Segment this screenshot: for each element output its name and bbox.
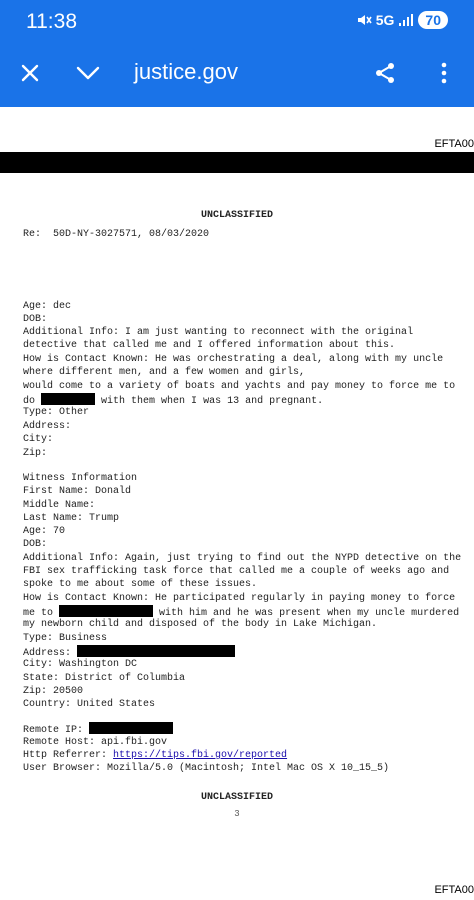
contact-known-line: How is Contact Known: He was orchestrating a deal, along with my uncle: [23, 354, 444, 365]
text-fragment: Http Referrer:: [23, 750, 108, 761]
redaction-block: [59, 605, 153, 617]
more-vert-icon: [440, 62, 448, 84]
page-number: 3: [234, 809, 240, 819]
status-time: 11:38: [26, 10, 77, 33]
additional-info-line: detective that called me and I offered information about this.: [23, 340, 396, 351]
browser-app-bar: [0, 0, 474, 107]
field-address: Address:: [23, 421, 72, 432]
field-type: Type: Other: [23, 407, 90, 418]
contact-known-line: my newborn child and disposed of the body in Lake Michigan.: [23, 619, 378, 630]
field-first-name: First Name: Donald: [23, 486, 132, 497]
text-fragment: Remote IP:: [23, 725, 84, 736]
close-button[interactable]: [10, 53, 50, 93]
additional-info-line: FBI sex trafficking task force that called me a couple of weeks ago and: [23, 566, 450, 577]
reference-line: Re: 50D-NY-3027571, 08/03/2020: [23, 229, 210, 240]
contact-known-line: How is Contact Known: He participated regularly in paying money to force: [23, 593, 456, 604]
share-icon: [373, 61, 397, 85]
classification-bottom: UNCLASSIFIED: [200, 792, 273, 803]
classification-top: UNCLASSIFIED: [200, 210, 273, 221]
page-label-top: EFTA00: [434, 138, 474, 150]
contact-known-line: would come to a variety of boats and yachts and pay money to force me to: [23, 381, 456, 392]
more-options-button[interactable]: [424, 53, 464, 93]
text-fragment: with them when I was 13 and pregnant.: [101, 396, 324, 407]
redaction-block: [77, 645, 235, 657]
status-bar: [0, 0, 474, 42]
field-city: City:: [23, 434, 54, 445]
redaction-block: [41, 393, 95, 405]
field-referrer: [23, 749, 287, 762]
chevron-down-icon: [76, 65, 100, 81]
field-middle-name: Middle Name:: [23, 500, 96, 511]
minimize-button[interactable]: [68, 53, 108, 93]
field-remote-host: Remote Host: api.fbi.gov: [23, 737, 168, 748]
contact-known-line: where different men, and a few women and girls,: [23, 367, 306, 378]
share-button[interactable]: [365, 53, 405, 93]
url-text[interactable]: justice.gov: [134, 59, 238, 84]
additional-info-line: spoke to me about some of these issues.: [23, 579, 258, 590]
field-age: Age: dec: [23, 301, 72, 312]
battery-badge: 70: [418, 11, 448, 29]
field-last-name: Last Name: Trump: [23, 513, 120, 524]
redaction-block: [89, 722, 173, 734]
text-fragment: me to: [23, 608, 54, 619]
browser-toolbar: [0, 45, 474, 101]
mute-icon: [356, 12, 372, 28]
field-city: City: Washington DC: [23, 659, 138, 670]
page-label-bottom: EFTA00: [434, 884, 474, 896]
network-label: 5G: [375, 12, 395, 28]
additional-info-line: Additional Info: Again, just trying to find out the NYPD detective on the: [23, 553, 462, 564]
text-fragment: do: [23, 396, 36, 407]
field-dob: DOB:: [23, 539, 48, 550]
section-heading: Witness Information: [23, 473, 138, 484]
field-remote-ip: [23, 722, 173, 737]
field-state: State: District of Columbia: [23, 673, 186, 684]
field-zip: Zip: 20500: [23, 686, 84, 697]
text-fragment: with him and he was present when my uncle murdered: [159, 608, 460, 619]
field-age: Age: 70: [23, 526, 66, 537]
field-dob: DOB:: [23, 314, 48, 325]
additional-info-line: Additional Info: I am just wanting to reconnect with the original: [23, 327, 414, 338]
close-icon: [20, 63, 40, 83]
referrer-link[interactable]: https://tips.fbi.gov/reported: [113, 750, 288, 761]
field-zip: Zip:: [23, 448, 48, 459]
field-user-browser: User Browser: Mozilla/5.0 (Macintosh; Intel Mac OS X 10_15_5): [23, 763, 390, 774]
status-icons: [356, 11, 448, 29]
page-divider-bar: [0, 152, 474, 173]
signal-icon: [398, 13, 414, 27]
field-country: Country: United States: [23, 699, 156, 710]
field-type: Type: Business: [23, 633, 108, 644]
text-fragment: Address:: [23, 648, 72, 659]
